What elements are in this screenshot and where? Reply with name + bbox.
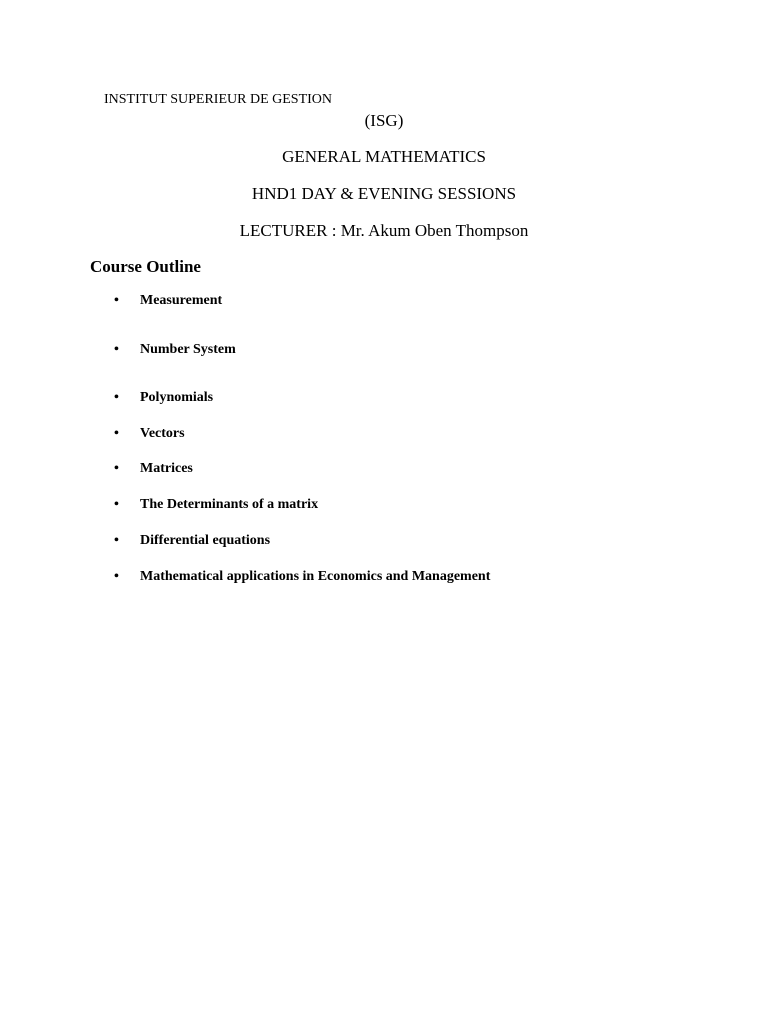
list-item-label: Number System (140, 342, 236, 357)
list-item (114, 426, 185, 442)
list-item-label: Differential equations (140, 533, 271, 548)
bullet-icon: • (114, 497, 119, 512)
list-item (114, 461, 193, 477)
bullet-icon: • (114, 390, 119, 405)
course-outline-heading: Course Outline (90, 257, 201, 276)
list-item (114, 293, 222, 309)
course-sessions: HND1 DAY & EVENING SESSIONS (251, 184, 517, 203)
list-item-label: Measurement (140, 293, 223, 308)
list-item (114, 497, 318, 513)
institute-name: INSTITUT SUPERIEUR DE GESTION (104, 92, 333, 107)
list-item-label: Vectors (140, 426, 185, 441)
bullet-icon: • (114, 461, 119, 476)
bullet-icon: • (114, 426, 119, 441)
list-item-label: Matrices (140, 461, 193, 476)
institute-abbreviation: (ISG) (364, 111, 404, 130)
course-subject: GENERAL MATHEMATICS (282, 147, 486, 166)
list-item-label: Mathematical applications in Economics and Management (140, 569, 491, 584)
bullet-icon: • (114, 569, 119, 584)
list-item (114, 342, 236, 358)
bullet-icon: • (114, 342, 119, 357)
list-item (114, 569, 490, 585)
bullet-icon: • (114, 533, 119, 548)
list-item (114, 390, 213, 406)
lecturer-line: LECTURER : Mr. Akum Oben Thompson (239, 221, 529, 240)
list-item (114, 533, 270, 549)
list-item-label: Polynomials (140, 390, 214, 405)
bullet-icon: • (114, 293, 119, 308)
list-item-label: The Determinants of a matrix (140, 497, 319, 512)
